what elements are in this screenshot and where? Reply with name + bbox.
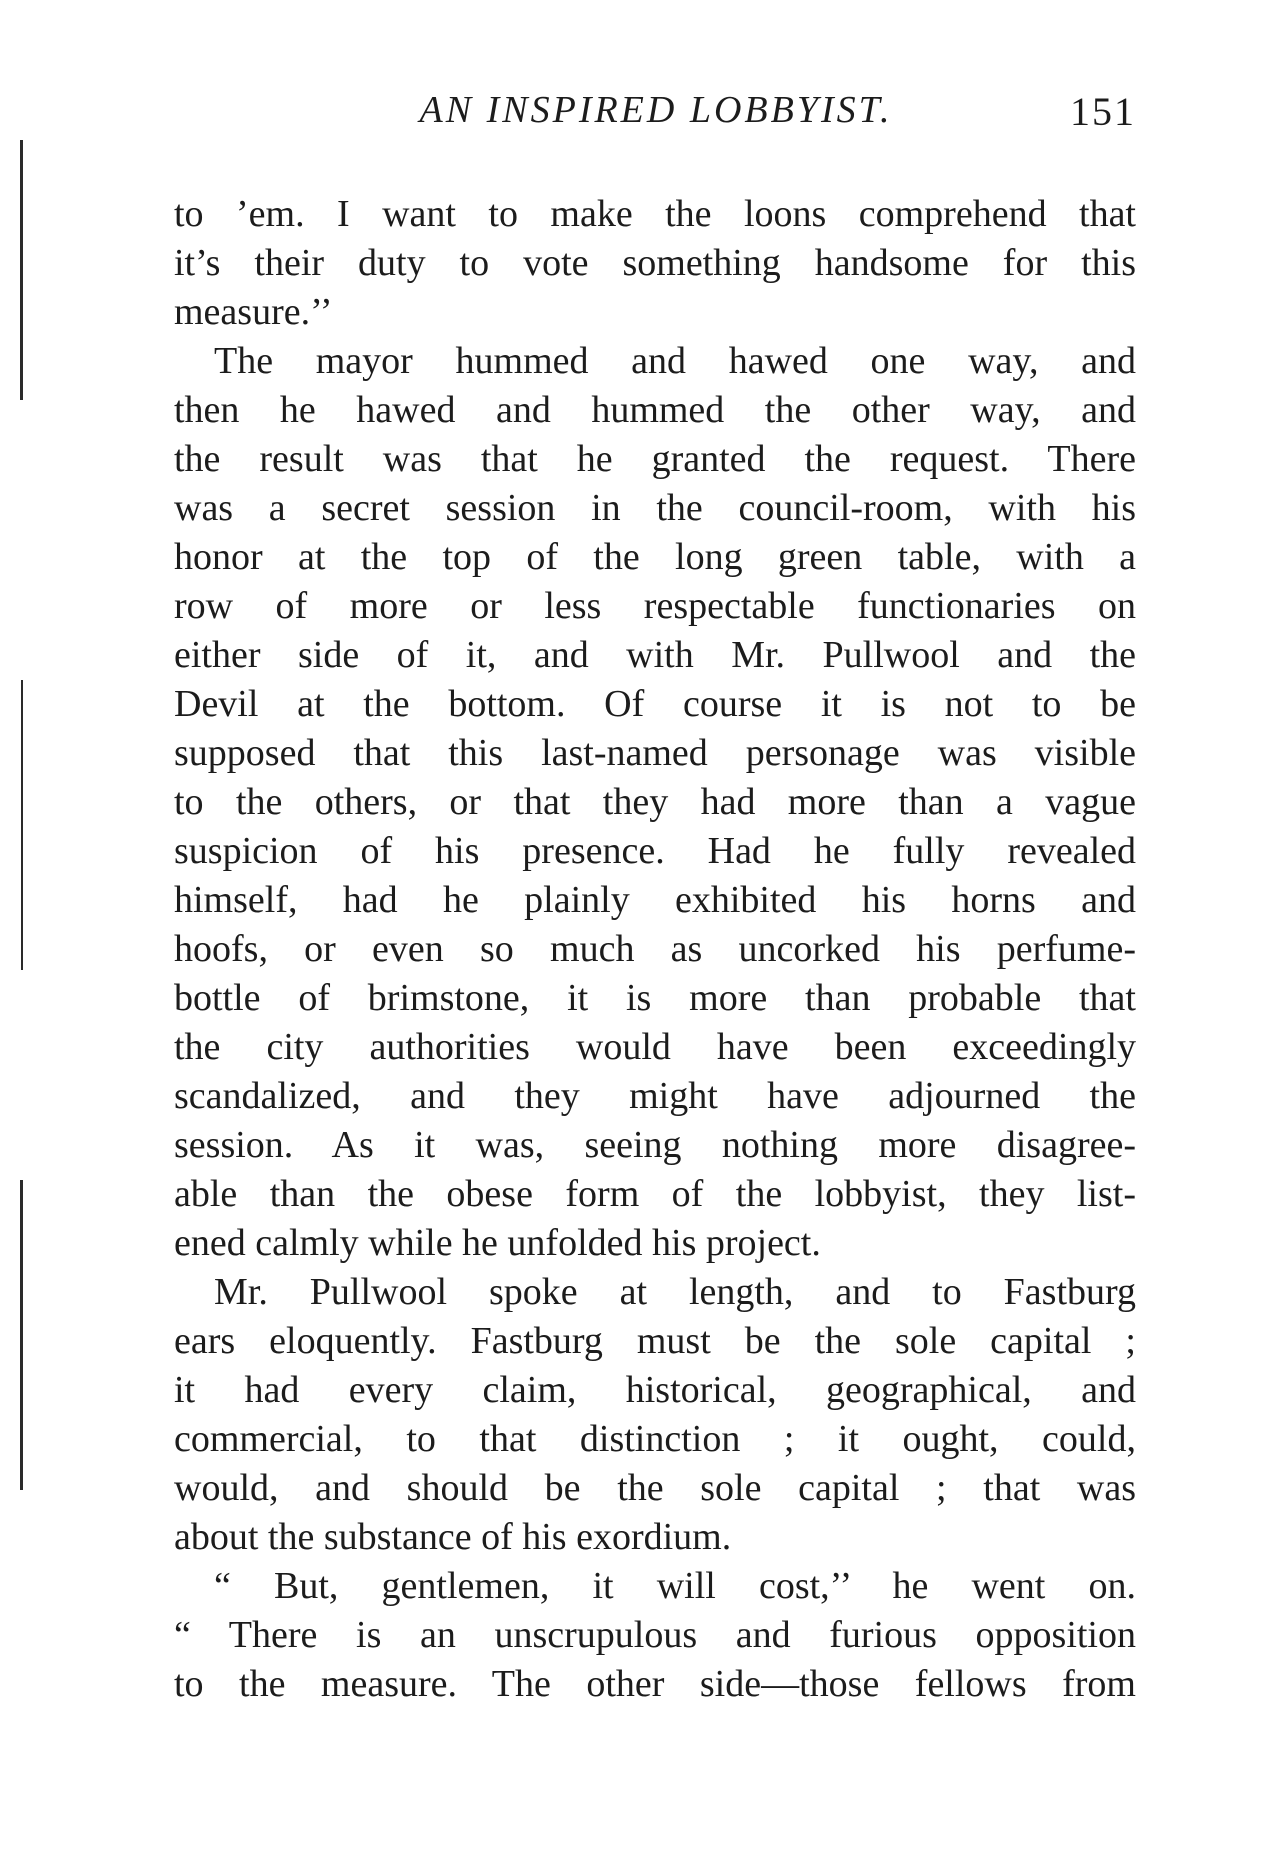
scan-margin-line [21,680,23,970]
text-line: the result was that he granted the request. There [174,438,1136,480]
text-line: either side of it, and with Mr. Pullwool and the [174,634,1136,676]
text-line: about the substance of his exordium. [174,1516,732,1558]
scan-margin-line [20,1180,23,1490]
text-line: commercial, to that distinction ; it ought, could, [174,1418,1136,1460]
text-line: Devil at the bottom. Of course it is not to be [174,683,1136,725]
text-line: ened calmly while he unfolded his project. [174,1222,821,1264]
text-line: to the others, or that they had more than a vague [174,781,1136,823]
text-line: hoofs, or even so much as uncorked his perfume- [174,928,1136,970]
text-line: ears eloquently. Fastburg must be the sole capital ; [174,1320,1136,1362]
text-line: himself, had he plainly exhibited his horns and [174,879,1136,921]
text-line: “ But, gentlemen, it will cost,’’ he went on. [214,1565,1136,1607]
running-title: AN INSPIRED LOBBYIST. [419,89,893,131]
scan-margin-line [20,140,23,400]
text-line: suspicion of his presence. Had he fully revealed [174,830,1136,872]
text-line: the city authorities would have been exceedingly [174,1026,1136,1068]
text-line: would, and should be the sole capital ; that was [174,1467,1136,1509]
text-line: it’s their duty to vote something handsome for this [174,242,1136,284]
text-line: honor at the top of the long green table, with a [174,536,1136,578]
text-line: row of more or less respectable functionaries on [174,585,1136,627]
page-header [176,88,1136,148]
text-line: to ’em. I want to make the loons comprehend that [174,193,1136,235]
text-line: supposed that this last-named personage was visible [174,732,1136,774]
text-line: session. As it was, seeing nothing more disagree- [174,1124,1136,1166]
text-line: scandalized, and they might have adjourned the [174,1075,1136,1117]
text-line: bottle of brimstone, it is more than probable that [174,977,1136,1019]
page-number: 151 [1070,89,1136,134]
text-line: “ There is an unscrupulous and furious opposition [174,1614,1136,1656]
text-line: The mayor hummed and hawed one way, and [214,340,1136,382]
text-line: to the measure. The other side—those fellows from [174,1663,1136,1705]
text-line: Mr. Pullwool spoke at length, and to Fastburg [214,1271,1136,1313]
text-line: able than the obese form of the lobbyist, they list- [174,1173,1136,1215]
text-line: it had every claim, historical, geographical, and [174,1369,1136,1411]
text-line: measure.’’ [174,291,333,333]
body-text [174,190,1136,1709]
text-line: then he hawed and hummed the other way, and [174,389,1136,431]
text-line: was a secret session in the council-room, with his [174,487,1136,529]
